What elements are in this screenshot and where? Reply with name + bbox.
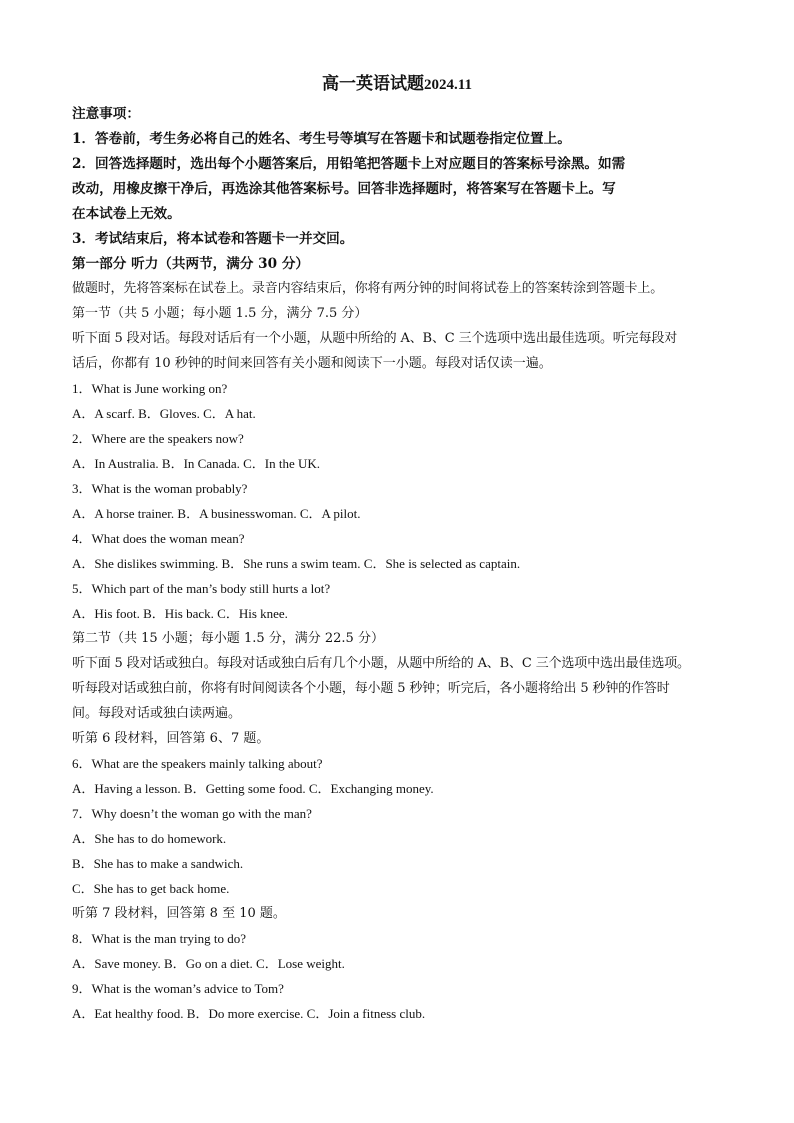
part1-instruction: 做题时，先将答案标在试卷上。录音内容结束后，你将有两分钟的时间将试卷上的答案转涂到答题卡上。 xyxy=(72,281,664,296)
question-9: 9．What is the woman’s advice to Tom? xyxy=(72,981,284,996)
material-7-heading: 听第 7 段材料，回答第 8 至 10 题。 xyxy=(72,906,286,921)
section2-instruction-3: 间。每段对话或独白读两遍。 xyxy=(72,706,242,721)
section1-heading: 第一节（共 5 小题；每小题 1.5 分，满分 7.5 分） xyxy=(72,306,368,321)
notice-heading: 注意事项： xyxy=(72,106,140,122)
question-2: 2．Where are the speakers now? xyxy=(72,431,244,446)
question-9-options: A．Eat healthy food. B．Do more exercise. C．Join a fitness club. xyxy=(72,1006,426,1021)
page-title xyxy=(0,72,794,97)
section2-instruction-1: 听下面 5 段对话或独白。每段对话或独白后有几个小题，从题中所给的 A、B、C 三个选项中选出最佳选项。 xyxy=(72,656,690,671)
question-7-option-c: C．She has to get back home. xyxy=(72,881,230,896)
question-2-options: A．In Australia. B．In Canada. C．In the UK. xyxy=(72,456,321,471)
notice-item-2-cont: 改动，用橡皮擦干净后，再选涂其他答案标号。回答非选择题时，将答案写在答题卡上。写 xyxy=(72,181,616,197)
section1-instruction-2: 话后，你都有 10 秒钟的时间来回答有关小题和阅读下一小题。每段对话仅读一遍。 xyxy=(72,356,552,371)
section2-instruction-2: 听每段对话或独白前，你将有时间阅读各个小题，每小题 5 秒钟；听完后，各小题将给出 5 秒钟的作答时 xyxy=(72,681,670,696)
question-7: 7．Why doesn’t the woman go with the man? xyxy=(72,806,312,821)
question-8-options: A．Save money. B．Go on a diet. C．Lose weight. xyxy=(72,956,345,971)
title-text: 高一英语试题 xyxy=(322,74,425,94)
notice-item-3: 3．考试结束后，将本试卷和答题卡一并交回。 xyxy=(72,231,354,247)
title-date: 2024.11 xyxy=(424,77,472,93)
section1-instruction-1: 听下面 5 段对话。每段对话后有一个小题，从题中所给的 A、B、C 三个选项中选出最佳选项。听完每段对 xyxy=(72,331,678,346)
material-6-heading: 听第 6 段材料，回答第 6、7 题。 xyxy=(72,731,270,746)
notice-item-2: 2．回答选择题时，选出每个小题答案后，用铅笔把答题卡上对应题目的答案标号涂黑。如需 xyxy=(72,156,626,172)
question-1-options: A．A scarf. B．Gloves. C．A hat. xyxy=(72,406,256,421)
question-7-option-a: A．She has to do homework. xyxy=(72,831,227,846)
notice-item-1: 1．答卷前，考生务必将自己的姓名、考生号等填写在答题卡和试题卷指定位置上。 xyxy=(72,131,571,147)
question-3-options: A．A horse trainer. B．A businesswoman. C．A pilot. xyxy=(72,506,361,521)
question-6-options: A．Having a lesson. B．Getting some food. C．Exchanging money. xyxy=(72,781,434,796)
part1-heading: 第一部分 听力（共两节，满分 30 分） xyxy=(72,256,310,272)
question-4-options: A．She dislikes swimming. B．She runs a swim team. C．She is selected as captain. xyxy=(72,556,521,571)
question-1: 1．What is June working on? xyxy=(72,381,228,396)
question-6: 6．What are the speakers mainly talking about? xyxy=(72,756,323,771)
question-5-options: A．His foot. B．His back. C．His knee. xyxy=(72,606,288,621)
question-8: 8．What is the man trying to do? xyxy=(72,931,247,946)
question-4: 4．What does the woman mean? xyxy=(72,531,245,546)
question-3: 3．What is the woman probably? xyxy=(72,481,248,496)
section2-heading: 第二节（共 15 小题；每小题 1.5 分，满分 22.5 分） xyxy=(72,631,384,646)
question-5: 5．Which part of the man’s body still hurts a lot? xyxy=(72,581,331,596)
question-7-option-b: B．She has to make a sandwich. xyxy=(72,856,244,871)
notice-item-2-end: 在本试卷上无效。 xyxy=(72,206,181,222)
